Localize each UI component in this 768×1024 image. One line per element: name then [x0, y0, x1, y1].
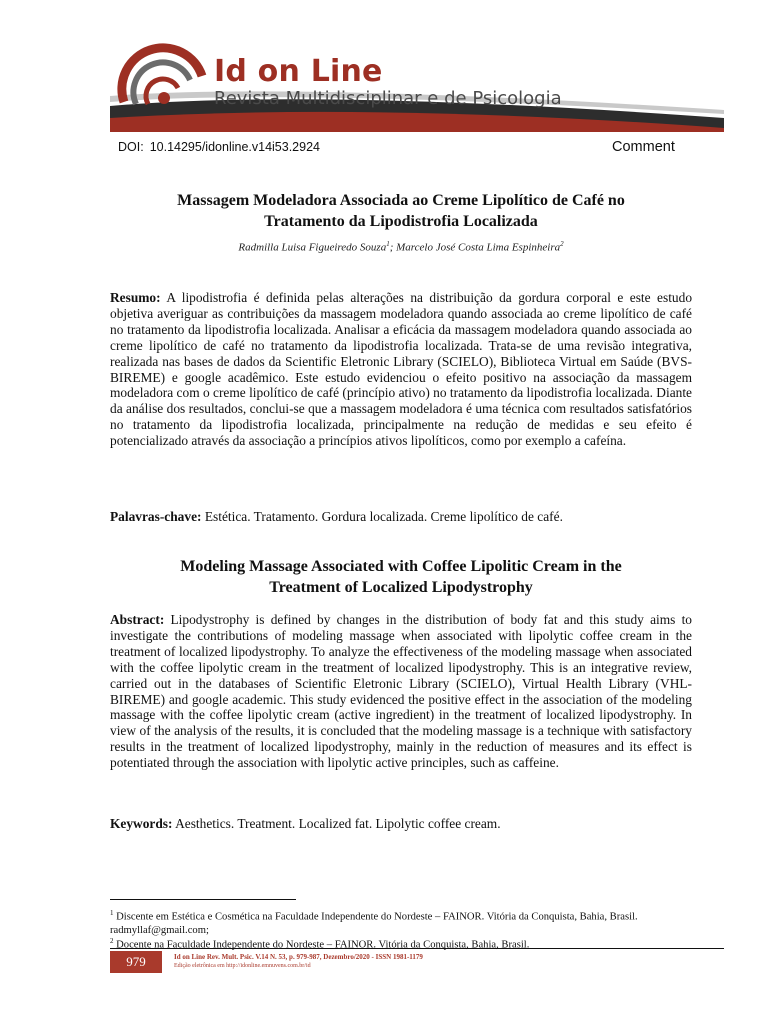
- doi-label: DOI:: [118, 140, 144, 154]
- doi-line: [118, 140, 320, 154]
- page-number: 979: [110, 951, 162, 973]
- abstract-label: Abstract:: [110, 612, 165, 627]
- title-pt-line1: Massagem Modeladora Associada ao Creme Lipolítico de Café no: [177, 192, 625, 209]
- author-1: Radmilla Luisa Figueiredo Souza: [238, 241, 387, 254]
- palavras-chave-text: Estética. Tratamento. Gordura localizada. Creme lipolítico de café.: [204, 509, 563, 524]
- resumo-paragraph: [110, 290, 692, 449]
- footnote-1: [110, 907, 700, 937]
- keywords-text: Aesthetics. Treatment. Localized fat. Lipolytic coffee cream.: [175, 816, 501, 831]
- abstract-paragraph: [110, 612, 692, 771]
- footnote-2-text: Docente na Faculdade Independente do Nordeste – FAINOR. Vitória da Conquista, Bahia, Brasil.: [116, 939, 530, 951]
- journal-logo-subtitle: Revista Multidisciplinar e de Psicologia: [214, 88, 562, 109]
- abstract-text: Lipodystrophy is defined by changes in the distribution of body fat and this study aims to investigate the contributions of modeling massage when associated with lipolytic coffee cream in the treatment of localized lipodystrophy. To analyze the effectiveness of the modeling massage when associated with the coffee lipolytic cream in the treatment of localized lipodystrophy. This is an integrative review, carried out in the databases of Scientific Eletronic Library (SCIELO), Virtual Health Library (VHL-BIREME) and google academic. This study evidenced the positive effect in the association of the modeling massage with the coffee lipolytic cream (active ingredient) in the treatment of localized lipodystrophy. In view of the analysis of the results, it is concluded that the modeling massage is a technique with satisfactory results in the treatment of localized lipodystrophy, mainly in the reduction of measures and its effect is potentiated through the association with lipolytic active principles, such as caffeine.: [110, 612, 692, 771]
- footnote-divider: [110, 899, 296, 900]
- journal-logo-title: Id on Line: [214, 54, 383, 89]
- palavras-chave: [110, 509, 692, 525]
- footer-divider: [110, 948, 724, 949]
- footnote-2: [110, 935, 700, 952]
- author-list: [110, 240, 692, 254]
- title-portuguese: [110, 190, 692, 232]
- doi-value[interactable]: 10.14295/idonline.v14i53.2924: [149, 140, 320, 154]
- title-english: [110, 556, 692, 598]
- article-type: Comment: [612, 139, 675, 155]
- resumo-label: Resumo:: [110, 290, 161, 305]
- author-1-affiliation: 1: [386, 240, 390, 248]
- journal-logo-graphic: [110, 40, 724, 132]
- palavras-chave-label: Palavras-chave:: [110, 509, 202, 524]
- author-2-affiliation: 2: [560, 240, 564, 248]
- author-2: Marcelo José Costa Lima Espinheira: [396, 241, 561, 254]
- journal-banner: [110, 40, 724, 132]
- journal-citation: Id on Line Rev. Mult. Psic. V.14 N. 53, p. 979-987, Dezembro/2020 - ISSN 1981-1179: [174, 953, 423, 961]
- footnote-2-marker: 2: [110, 937, 114, 945]
- title-en-line1: Modeling Massage Associated with Coffee Lipolitic Cream in the: [180, 558, 622, 575]
- footnote-1-text: Discente em Estética e Cosmética na Faculdade Independente do Nordeste – FAINOR. Vitória da Conquista, Bahia, Brasil. radmyllaf@gmail.com;: [110, 911, 638, 936]
- journal-url[interactable]: Edição eletrônica em http://idonline.emnuvens.com.br/id: [174, 963, 311, 969]
- author-separator: ;: [389, 241, 397, 254]
- resumo-text: A lipodistrofia é definida pelas alterações na distribuição da gordura corporal e este estudo objetiva averiguar as contribuições da massagem modeladora quando associada ao creme lipolítico de café no tratamento da lipodistrofia localizada. Analisar a eficácia da massagem modeladora quando associada ao creme lipolítico de café no tratamento da lipodistrofia localizada. Trata-se de uma revisão integrativa, realizada nas bases de dados da Scientific Eletronic Library (SCIELO), Biblioteca Virtual em Saúde (BVS-BIREME) e google acadêmico. Este estudo evidenciou o efeito positivo na associação da massagem modeladora com o creme lipolítico de café (princípio ativo) no tratamento da lipodistrofia localizada. Diante da análise dos resultados, conclui-se que a massagem modeladora é uma técnica com resultados satisfatórios no tratamento da lipodistrofia localizada, principalmente na redução de medidas e seu efeito é potencializado através da associação a princípios ativos lipolíticos, como por exemplo a cafeína.: [110, 290, 693, 449]
- title-en-line2: Treatment of Localized Lipodystrophy: [269, 579, 533, 596]
- footnote-1-marker: 1: [110, 909, 114, 917]
- keywords: [110, 816, 692, 832]
- keywords-label: Keywords:: [110, 816, 173, 831]
- title-pt-line2: Tratamento da Lipodistrofia Localizada: [264, 213, 538, 230]
